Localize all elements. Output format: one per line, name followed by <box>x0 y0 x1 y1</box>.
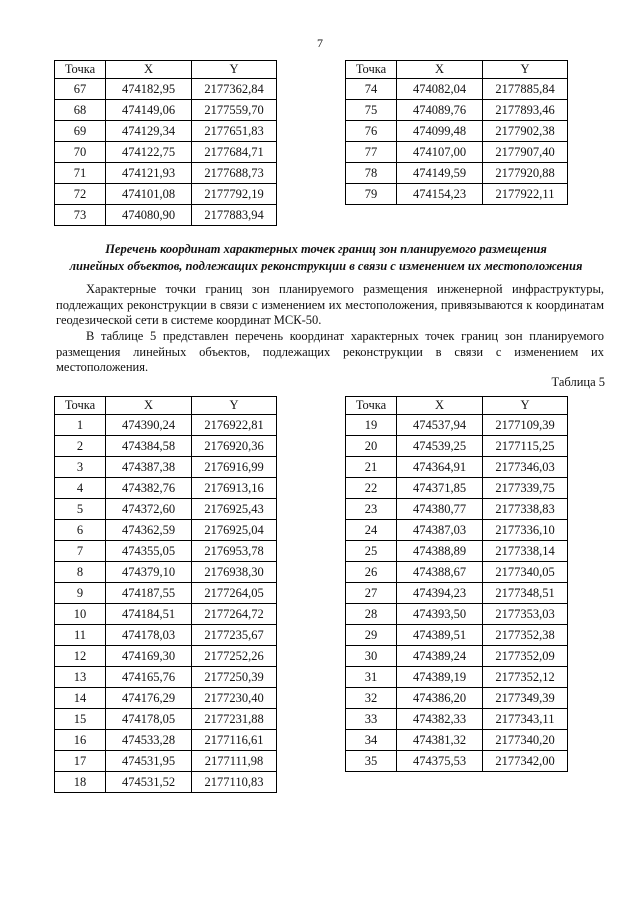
point-number: 12 <box>55 646 106 667</box>
y-coordinate: 2176953,78 <box>192 541 277 562</box>
table-row <box>55 499 277 520</box>
x-coordinate: 474375,53 <box>397 751 483 772</box>
x-coordinate: 474382,33 <box>397 709 483 730</box>
x-coordinate: 474388,67 <box>397 562 483 583</box>
y-coordinate: 2177920,88 <box>483 163 568 184</box>
table-row <box>55 646 277 667</box>
y-coordinate: 2177349,39 <box>483 688 568 709</box>
x-coordinate: 474537,94 <box>397 415 483 436</box>
x-coordinate: 474355,05 <box>106 541 192 562</box>
y-coordinate: 2177362,84 <box>192 79 277 100</box>
point-number: 17 <box>55 751 106 772</box>
table-label: Таблица 5 <box>551 375 605 389</box>
x-coordinate: 474149,06 <box>106 100 192 121</box>
point-number: 7 <box>55 541 106 562</box>
table-row <box>55 457 277 478</box>
y-coordinate: 2177352,38 <box>483 625 568 646</box>
y-coordinate: 2176922,81 <box>192 415 277 436</box>
table-row <box>346 79 568 100</box>
y-coordinate: 2177651,83 <box>192 121 277 142</box>
page-number: 7 <box>317 36 323 50</box>
y-coordinate: 2177109,39 <box>483 415 568 436</box>
x-coordinate: 474080,90 <box>106 205 192 226</box>
column-x: X <box>106 61 192 79</box>
point-number: 77 <box>346 142 397 163</box>
table-row <box>55 478 277 499</box>
y-coordinate: 2177885,84 <box>483 79 568 100</box>
point-number: 26 <box>346 562 397 583</box>
point-number: 33 <box>346 709 397 730</box>
table-row <box>346 541 568 562</box>
point-number: 27 <box>346 583 397 604</box>
point-number: 9 <box>55 583 106 604</box>
coordinates-table-bottom-left <box>54 396 277 793</box>
table-header <box>346 61 568 79</box>
y-coordinate: 2177893,46 <box>483 100 568 121</box>
table-row <box>55 709 277 730</box>
point-number: 74 <box>346 79 397 100</box>
table-row <box>55 142 277 163</box>
table-row <box>346 457 568 478</box>
x-coordinate: 474187,55 <box>106 583 192 604</box>
table-row <box>55 625 277 646</box>
column-x: X <box>106 397 192 415</box>
table-row <box>346 646 568 667</box>
y-coordinate: 2177264,05 <box>192 583 277 604</box>
x-coordinate: 474384,58 <box>106 436 192 457</box>
table-row <box>346 583 568 604</box>
point-number: 3 <box>55 457 106 478</box>
table-row <box>346 184 568 205</box>
x-coordinate: 474382,76 <box>106 478 192 499</box>
point-number: 28 <box>346 604 397 625</box>
y-coordinate: 2177340,20 <box>483 730 568 751</box>
column-y: Y <box>192 61 277 79</box>
column-y: Y <box>483 61 568 79</box>
x-coordinate: 474531,95 <box>106 751 192 772</box>
x-coordinate: 474539,25 <box>397 436 483 457</box>
point-number: 67 <box>55 79 106 100</box>
x-coordinate: 474394,23 <box>397 583 483 604</box>
x-coordinate: 474388,89 <box>397 541 483 562</box>
table-row <box>346 121 568 142</box>
y-coordinate: 2176916,99 <box>192 457 277 478</box>
column-y: Y <box>192 397 277 415</box>
table-row <box>346 604 568 625</box>
y-coordinate: 2176925,43 <box>192 499 277 520</box>
y-coordinate: 2177115,25 <box>483 436 568 457</box>
x-coordinate: 474176,29 <box>106 688 192 709</box>
paragraph-1: Характерные точки границ зон планируемого размещения инженерной инфраструктуры, подлежащих реконструкции в связи с изменением их местоположения, привязываются к координатам геодезической сети в системе координат МСК-50. <box>56 282 604 327</box>
x-coordinate: 474129,34 <box>106 121 192 142</box>
heading-line-1: Перечень координат характерных точек границ зон планируемого размещения <box>105 242 547 256</box>
column-point: Точка <box>55 61 106 79</box>
x-coordinate: 474386,20 <box>397 688 483 709</box>
table-row <box>55 751 277 772</box>
column-point: Точка <box>346 397 397 415</box>
y-coordinate: 2177250,39 <box>192 667 277 688</box>
x-coordinate: 474184,51 <box>106 604 192 625</box>
y-coordinate: 2177792,19 <box>192 184 277 205</box>
point-number: 22 <box>346 478 397 499</box>
x-coordinate: 474089,76 <box>397 100 483 121</box>
y-coordinate: 2177116,61 <box>192 730 277 751</box>
table-row <box>346 562 568 583</box>
point-number: 29 <box>346 625 397 646</box>
y-coordinate: 2176938,30 <box>192 562 277 583</box>
x-coordinate: 474182,95 <box>106 79 192 100</box>
table-row <box>346 415 568 436</box>
table-row <box>55 100 277 121</box>
point-number: 11 <box>55 625 106 646</box>
table-row <box>55 730 277 751</box>
point-number: 30 <box>346 646 397 667</box>
x-coordinate: 474101,08 <box>106 184 192 205</box>
y-coordinate: 2177688,73 <box>192 163 277 184</box>
point-number: 73 <box>55 205 106 226</box>
section-heading <box>50 241 602 275</box>
y-coordinate: 2177343,11 <box>483 709 568 730</box>
table-row <box>346 142 568 163</box>
point-number: 6 <box>55 520 106 541</box>
point-number: 14 <box>55 688 106 709</box>
point-number: 78 <box>346 163 397 184</box>
table-row <box>346 100 568 121</box>
y-coordinate: 2177340,05 <box>483 562 568 583</box>
y-coordinate: 2177111,98 <box>192 751 277 772</box>
y-coordinate: 2177902,38 <box>483 121 568 142</box>
point-number: 1 <box>55 415 106 436</box>
table-row <box>55 604 277 625</box>
x-coordinate: 474107,00 <box>397 142 483 163</box>
x-coordinate: 474169,30 <box>106 646 192 667</box>
y-coordinate: 2177559,70 <box>192 100 277 121</box>
y-coordinate: 2177252,26 <box>192 646 277 667</box>
x-coordinate: 474154,23 <box>397 184 483 205</box>
point-number: 72 <box>55 184 106 205</box>
y-coordinate: 2177348,51 <box>483 583 568 604</box>
point-number: 69 <box>55 121 106 142</box>
x-coordinate: 474390,24 <box>106 415 192 436</box>
x-coordinate: 474099,48 <box>397 121 483 142</box>
y-coordinate: 2177883,94 <box>192 205 277 226</box>
point-number: 79 <box>346 184 397 205</box>
table-header <box>55 61 277 79</box>
table-row <box>346 478 568 499</box>
table-row <box>346 499 568 520</box>
point-number: 4 <box>55 478 106 499</box>
table-row <box>55 415 277 436</box>
x-coordinate: 474082,04 <box>397 79 483 100</box>
x-coordinate: 474372,60 <box>106 499 192 520</box>
point-number: 10 <box>55 604 106 625</box>
table-row <box>346 688 568 709</box>
y-coordinate: 2177353,03 <box>483 604 568 625</box>
table-row <box>55 520 277 541</box>
point-number: 16 <box>55 730 106 751</box>
x-coordinate: 474371,85 <box>397 478 483 499</box>
point-number: 35 <box>346 751 397 772</box>
table-row <box>346 751 568 772</box>
table-row <box>55 688 277 709</box>
y-coordinate: 2177352,12 <box>483 667 568 688</box>
table-row <box>55 562 277 583</box>
table-row <box>55 667 277 688</box>
table-row <box>346 625 568 646</box>
point-number: 21 <box>346 457 397 478</box>
y-coordinate: 2177338,83 <box>483 499 568 520</box>
x-coordinate: 474362,59 <box>106 520 192 541</box>
y-coordinate: 2177342,00 <box>483 751 568 772</box>
table-header <box>55 397 277 415</box>
paragraph-2: В таблице 5 представлен перечень координат характерных точек границ зон планируемого размещения линейных объектов, подлежащих реконструкции в связи с изменением их местоположения. <box>56 329 604 374</box>
point-number: 5 <box>55 499 106 520</box>
x-coordinate: 474389,19 <box>397 667 483 688</box>
table-row <box>55 541 277 562</box>
y-coordinate: 2177922,11 <box>483 184 568 205</box>
coordinates-table-top-right <box>345 60 568 205</box>
table-row <box>55 184 277 205</box>
x-coordinate: 474387,03 <box>397 520 483 541</box>
x-coordinate: 474165,76 <box>106 667 192 688</box>
column-point: Точка <box>346 61 397 79</box>
y-coordinate: 2177352,09 <box>483 646 568 667</box>
y-coordinate: 2177339,75 <box>483 478 568 499</box>
table-row <box>55 772 277 793</box>
point-number: 24 <box>346 520 397 541</box>
x-coordinate: 474121,93 <box>106 163 192 184</box>
y-coordinate: 2177264,72 <box>192 604 277 625</box>
y-coordinate: 2177235,67 <box>192 625 277 646</box>
point-number: 20 <box>346 436 397 457</box>
y-coordinate: 2177231,88 <box>192 709 277 730</box>
table-row <box>55 121 277 142</box>
x-coordinate: 474178,05 <box>106 709 192 730</box>
x-coordinate: 474178,03 <box>106 625 192 646</box>
x-coordinate: 474364,91 <box>397 457 483 478</box>
point-number: 68 <box>55 100 106 121</box>
x-coordinate: 474389,24 <box>397 646 483 667</box>
point-number: 32 <box>346 688 397 709</box>
table-row <box>55 163 277 184</box>
coordinates-table-bottom-right <box>345 396 568 772</box>
x-coordinate: 474531,52 <box>106 772 192 793</box>
column-x: X <box>397 61 483 79</box>
y-coordinate: 2177907,40 <box>483 142 568 163</box>
column-x: X <box>397 397 483 415</box>
point-number: 13 <box>55 667 106 688</box>
point-number: 75 <box>346 100 397 121</box>
x-coordinate: 474393,50 <box>397 604 483 625</box>
point-number: 2 <box>55 436 106 457</box>
point-number: 76 <box>346 121 397 142</box>
x-coordinate: 474389,51 <box>397 625 483 646</box>
x-coordinate: 474387,38 <box>106 457 192 478</box>
y-coordinate: 2177230,40 <box>192 688 277 709</box>
point-number: 15 <box>55 709 106 730</box>
table-row <box>346 520 568 541</box>
point-number: 8 <box>55 562 106 583</box>
x-coordinate: 474381,32 <box>397 730 483 751</box>
heading-line-2: линейных объектов, подлежащих реконструкции в связи с изменением их местоположения <box>69 259 583 273</box>
point-number: 31 <box>346 667 397 688</box>
coordinates-table-top-left <box>54 60 277 226</box>
point-number: 34 <box>346 730 397 751</box>
table-row <box>55 79 277 100</box>
point-number: 23 <box>346 499 397 520</box>
y-coordinate: 2176925,04 <box>192 520 277 541</box>
point-number: 25 <box>346 541 397 562</box>
table-row <box>55 583 277 604</box>
y-coordinate: 2177110,83 <box>192 772 277 793</box>
table-row <box>346 163 568 184</box>
table-row <box>55 205 277 226</box>
table-row <box>55 436 277 457</box>
x-coordinate: 474380,77 <box>397 499 483 520</box>
y-coordinate: 2177346,03 <box>483 457 568 478</box>
x-coordinate: 474149,59 <box>397 163 483 184</box>
column-y: Y <box>483 397 568 415</box>
y-coordinate: 2177336,10 <box>483 520 568 541</box>
table-row <box>346 436 568 457</box>
table-row <box>346 709 568 730</box>
y-coordinate: 2177684,71 <box>192 142 277 163</box>
table-row <box>346 730 568 751</box>
table-header <box>346 397 568 415</box>
x-coordinate: 474379,10 <box>106 562 192 583</box>
point-number: 71 <box>55 163 106 184</box>
table-row <box>346 667 568 688</box>
y-coordinate: 2176920,36 <box>192 436 277 457</box>
y-coordinate: 2176913,16 <box>192 478 277 499</box>
y-coordinate: 2177338,14 <box>483 541 568 562</box>
point-number: 18 <box>55 772 106 793</box>
x-coordinate: 474122,75 <box>106 142 192 163</box>
column-point: Точка <box>55 397 106 415</box>
point-number: 19 <box>346 415 397 436</box>
x-coordinate: 474533,28 <box>106 730 192 751</box>
point-number: 70 <box>55 142 106 163</box>
